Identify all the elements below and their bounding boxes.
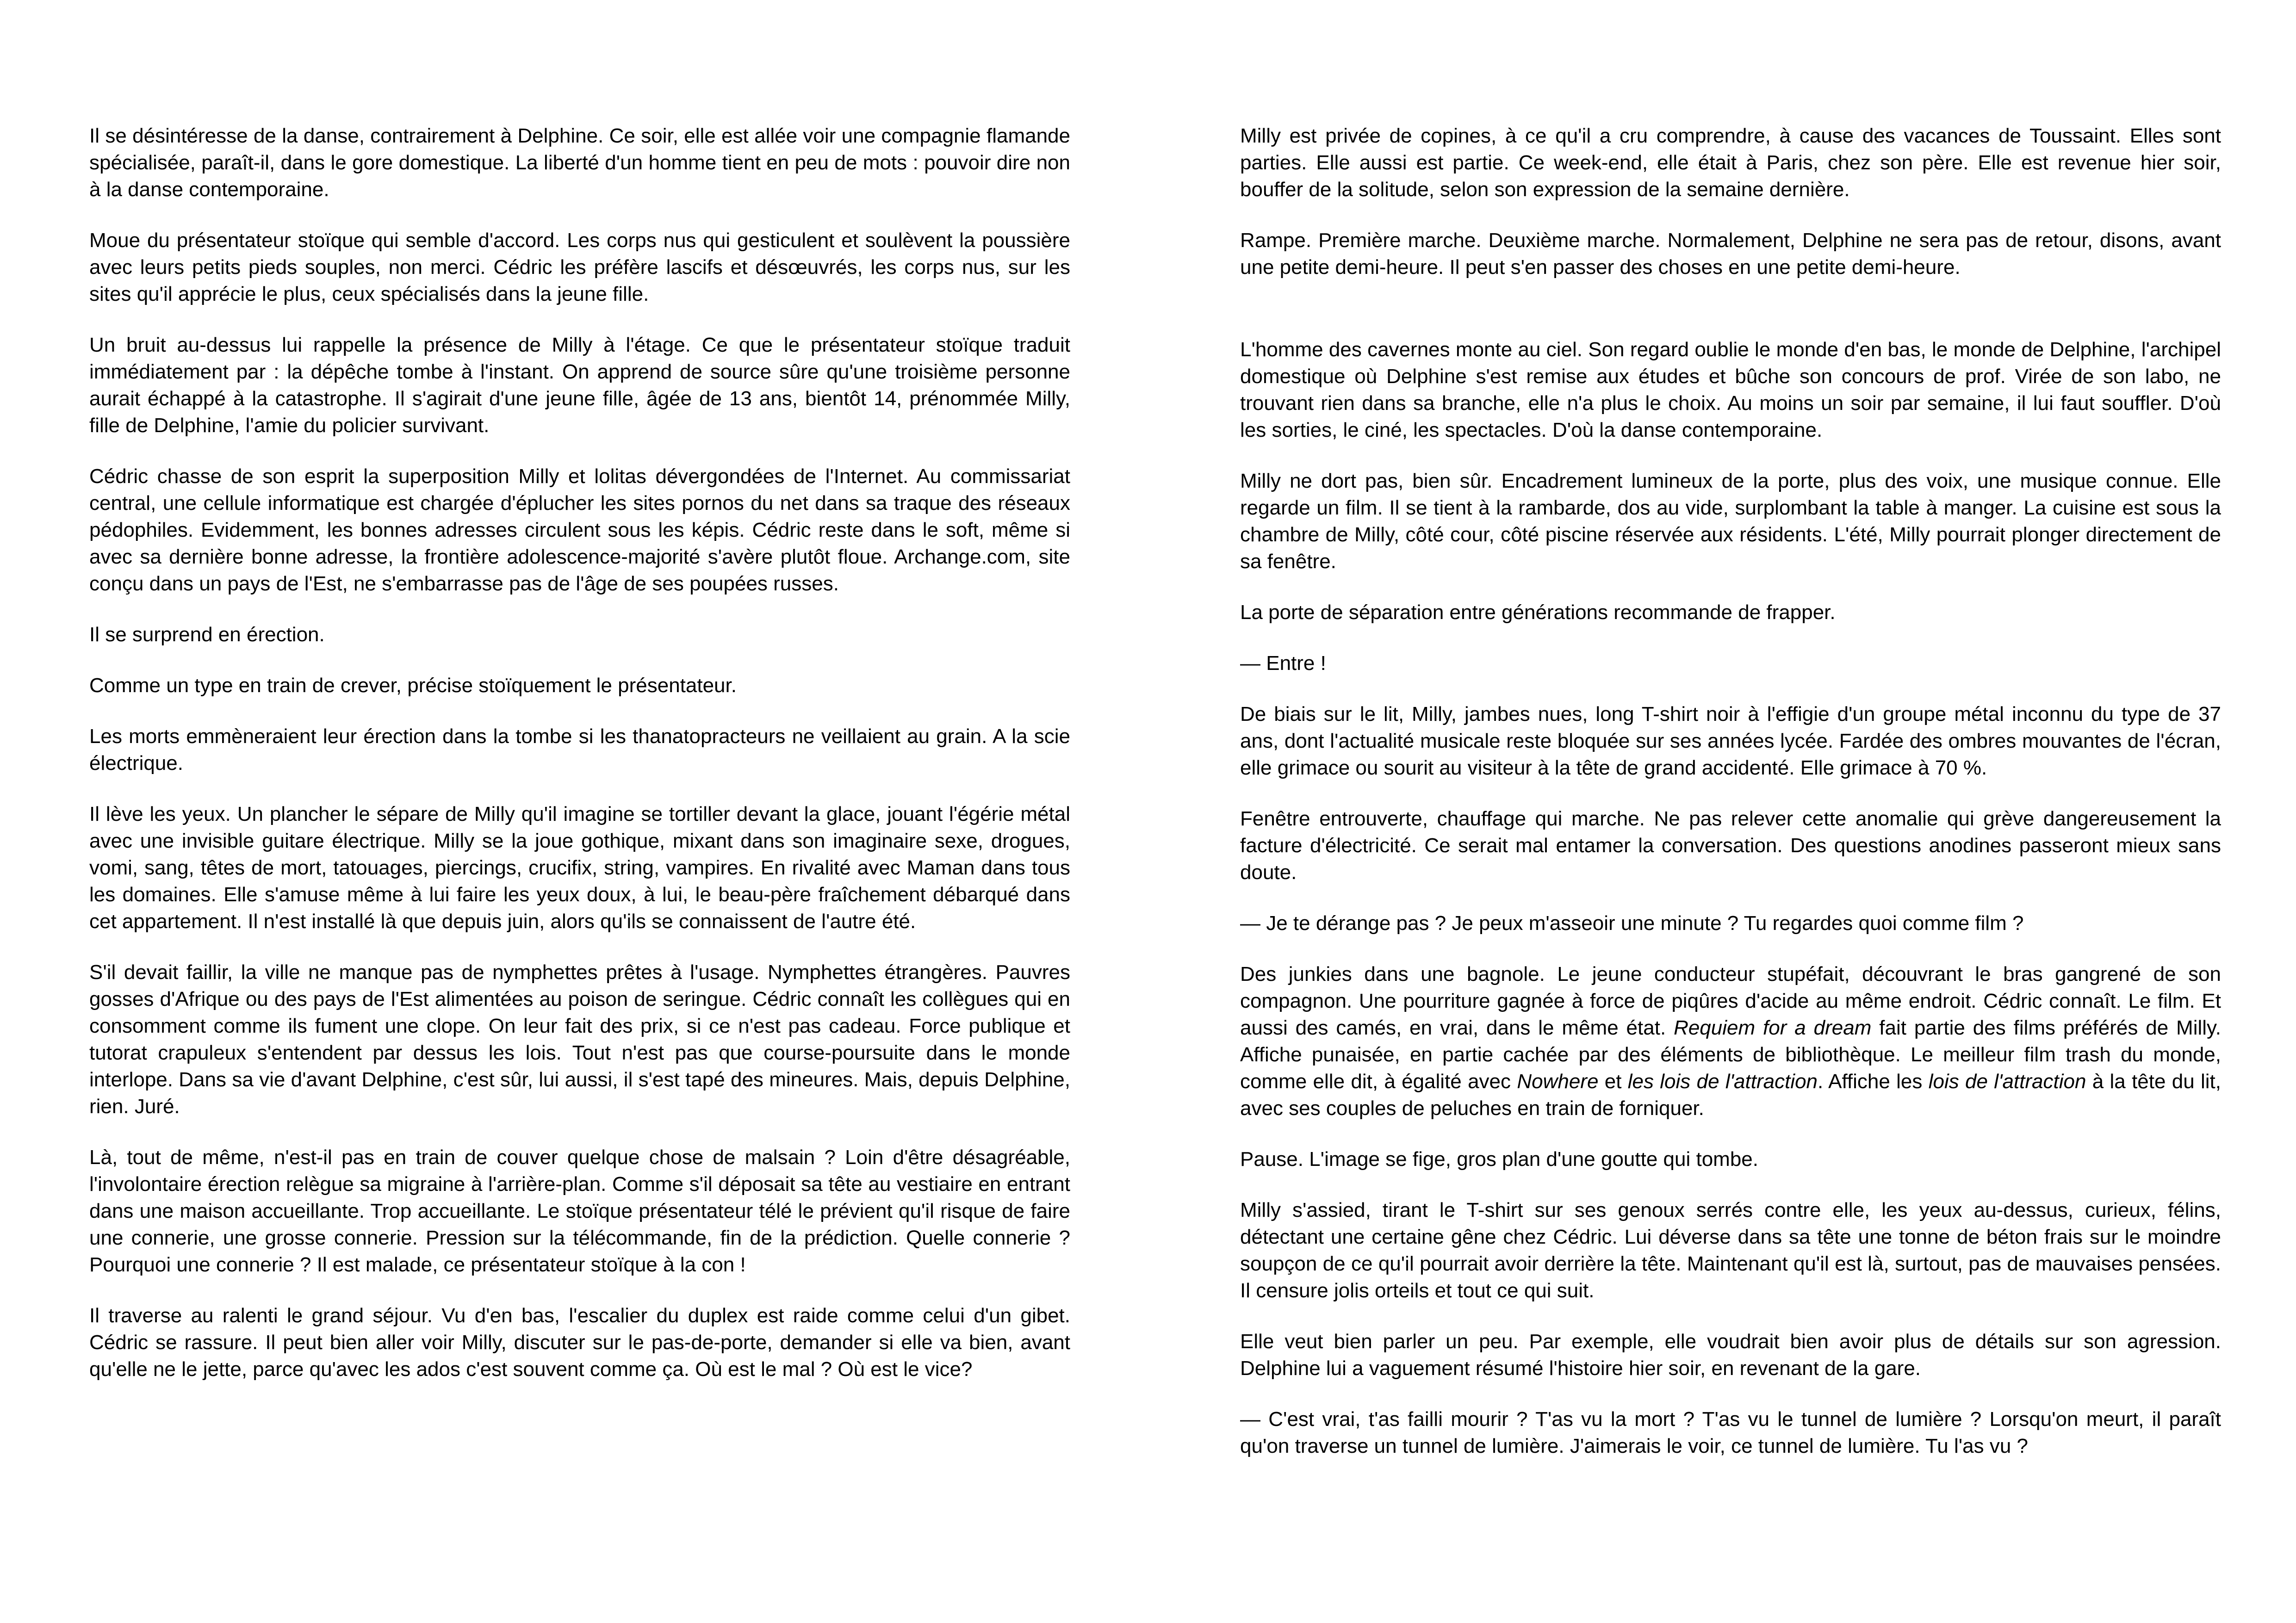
film-title: Requiem for a dream: [1674, 1016, 1872, 1039]
paragraph: Il traverse au ralenti le grand séjour. Vu d'en bas, l'escalier du duplex est raide comme celui d'un gibet. Cédric se rassure. Il peut bien aller voir Milly, discuter sur le pas-de-porte, demander si elle va bien, avant qu'elle ne le jette, parce qu'avec les ados c'est souvent comme ça. Où est le mal ? Où est le vice?: [89, 1304, 1070, 1381]
paragraph: Comme un type en train de crever, précise stoïquement le présentateur.: [89, 674, 737, 697]
paragraph: Les morts emmèneraient leur érection dans la tombe si les thanatopracteurs ne veillaient au grain. A la scie électrique.: [89, 725, 1070, 774]
text-run: fait partie des films préférés de Milly. Affiche punaisée, en partie cachée par des éléments de bibliothèque. Le meilleur film trash du monde, comme elle dit, à égalité avec: [1240, 1016, 2221, 1093]
paragraph: Milly est privée de copines, à ce qu'il a cru comprendre, à cause des vacances de Toussaint. Elles sont parties. Elle aussi est partie. Ce week-end, elle était à Paris, chez son père. Elle est revenue hier soir, bouffer de la solitude, selon son expression de la semaine dernière.: [1240, 124, 2221, 201]
paragraph: De biais sur le lit, Milly, jambes nues, long T-shirt noir à l'effigie d'un groupe métal inconnu du type de 37 ans, dont l'actualité musicale reste bloquée sur ses années lycée. Fardée des ombres mouvantes de l'écran, elle grimace ou sourit au visiteur à la tête de grand accidenté. Elle grimace à 70 %.: [1240, 703, 2221, 779]
text-run: . Affiche les: [1818, 1070, 1929, 1093]
text-run: et: [1598, 1070, 1628, 1093]
paragraph: Il se surprend en érection.: [89, 623, 325, 646]
paragraph: Milly s'assied, tirant le T-shirt sur ses genoux serrés contre elle, les yeux au-dessus, curieux, félins, détectant une certaine gêne chez Cédric. Lui déverse dans sa tête une tonne de béton frais sur le moindre soupçon de ce qu'il pourrait avoir derrière la tête. Maintenant qu'il est là, surtout, pas de mauvaises pensées. Il censure jolis orteils et tout ce qui suit.: [1240, 1199, 2221, 1302]
left-page: [89, 123, 1070, 1407]
paragraph: Il lève les yeux. Un plancher le sépare de Milly qu'il imagine se tortiller devant la glace, jouant l'égérie métal avec une invisible guitare électrique. Milly se la joue gothique, mixant dans son imaginaire sexe, drogues, vomi, sang, têtes de mort, tatouages, piercings, crucifix, string, vampires. En rivalité avec Maman dans tous les domaines. Elle s'amuse même à lui faire les yeux doux, à lui, le beau-père fraîchement débarqué dans cet appartement. Il n'est installé là que depuis juin, alors qu'ils se connaissent de l'autre été.: [89, 803, 1070, 933]
paragraph: Cédric chasse de son esprit la superposition Milly et lolitas dévergondées de l'Internet. Au commissariat central, une cellule informatique est chargée d'éplucher les sites pornos du net dans sa traque des réseaux pédophiles. Evidemment, les bonnes adresses circulent sous les képis. Cédric reste dans le soft, même si avec sa dernière bonne adresse, la frontière adolescence-majorité s'avère plutôt floue. Archange.com, site conçu dans un pays de l'Est, ne s'embarrasse pas de l'âge de ses poupées russes.: [89, 465, 1070, 595]
paragraph: Un bruit au-dessus lui rappelle la présence de Milly à l'étage. Ce que le présentateur stoïque traduit immédiatement par : la dépêche tombe à l'instant. On apprend de source sûre qu'une troisième personne aurait échappé à la catastrophe. Il s'agirait d'une jeune fille, âgée de 13 ans, bientôt 14, prénommée Milly, fille de Delphine, l'amie du policier survivant.: [89, 334, 1070, 437]
paragraph: Pause. L'image se fige, gros plan d'une goutte qui tombe.: [1240, 1148, 1758, 1171]
film-paragraph: [1240, 961, 2221, 1122]
paragraph: Il se désintéresse de la danse, contrairement à Delphine. Ce soir, elle est allée voir une compagnie flamande spécialisée, paraît-il, dans le gore domestique. La liberté d'un homme tient en peu de mots : pouvoir dire non à la danse contemporaine.: [89, 124, 1070, 201]
paragraph: Rampe. Première marche. Deuxième marche. Normalement, Delphine ne sera pas de retour, disons, avant une petite demi-heure. Il peut s'en passer des choses en une petite demi-heure.: [1240, 229, 2221, 279]
dialogue-line: — Entre !: [1240, 652, 1326, 675]
dialogue-line: — C'est vrai, t'as failli mourir ? T'as vu la mort ? T'as vu le tunnel de lumière ? Lorsqu'on meurt, il paraît qu'on traverse un tunnel de lumière. J'aimerais le voir, ce tunnel de lumière. Tu l'as vu ?: [1240, 1408, 2221, 1457]
text-run: Des junkies dans une bagnole. Le jeune conducteur stupéfait, découvrant le bras gangrené de son compagnon. Une pourriture gagnée à force de piqûres d'acide au même endroit. Cédric connaît. Le film. Et aussi des camés, en vrai, dans le même état.: [1240, 963, 2221, 1039]
right-page: [1240, 123, 2221, 1484]
film-title: les lois de l'attraction: [1627, 1070, 1818, 1093]
dialogue-line: — Je te dérange pas ? Je peux m'asseoir une minute ? Tu regardes quoi comme film ?: [1240, 912, 2024, 935]
film-title: lois de l'attraction: [1928, 1070, 2086, 1093]
paragraph: Elle veut bien parler un peu. Par exemple, elle voudrait bien avoir plus de détails sur son agression. Delphine lui a vaguement résumé l'histoire hier soir, en revenant de la gare.: [1240, 1330, 2221, 1380]
paragraph: Fenêtre entrouverte, chauffage qui marche. Ne pas relever cette anomalie qui grève dangereusement la facture d'électricité. Ce serait mal entamer la conversation. Des questions anodines passeront mieux sans doute.: [1240, 807, 2221, 884]
paragraph: L'homme des cavernes monte au ciel. Son regard oublie le monde d'en bas, le monde de Delphine, l'archipel domestique où Delphine s'est remise aux études et bûche son concours de prof. Virée de son labo, ne trouvant rien dans sa branche, elle n'a plus le choix. Au moins un soir par semaine, il lui faut souffler. D'où les sorties, le ciné, les spectacles. D'où la danse contemporaine.: [1240, 338, 2221, 441]
text-run: à la tête du lit, avec ses couples de peluches en train de forniquer.: [1240, 1070, 2222, 1120]
paragraph: Milly ne dort pas, bien sûr. Encadrement lumineux de la porte, plus des voix, une musique connue. Elle regarde un film. Il se tient à la rambarde, dos au vide, surplombant la table à manger. La cuisine est sous la chambre de Milly, côté cour, côté piscine réservée aux résidents. L'été, Milly pourrait plonger directement de sa fenêtre.: [1240, 470, 2221, 573]
paragraph: S'il devait faillir, la ville ne manque pas de nymphettes prêtes à l'usage. Nymphettes étrangères. Pauvres gosses d'Afrique ou des pays de l'Est alimentées au poison de seringue. Cédric connaît les collègues qui en consomment comme ils fument une clope. On leur fait des prix, si ce n'est pas cadeau. Force publique et tutorat crapuleux s'entendent par dessus les lois. Tout n'est pas que course-poursuite dans le monde interlope. Dans sa vie d'avant Delphine, c'est sûr, lui aussi, il s'est tapé des mineures. Mais, depuis Delphine, rien. Juré.: [89, 961, 1070, 1118]
paragraph: Moue du présentateur stoïque qui semble d'accord. Les corps nus qui gesticulent et soulèvent la poussière avec leurs petits pieds souples, non merci. Cédric les préfère lascifs et désœuvrés, les corps nus, sur les sites qu'il apprécie le plus, ceux spécialisés dans la jeune fille.: [89, 229, 1070, 305]
paragraph: La porte de séparation entre générations recommande de frapper.: [1240, 601, 1836, 624]
film-title: Nowhere: [1517, 1070, 1599, 1093]
paragraph: Là, tout de même, n'est-il pas en train de couver quelque chose de malsain ? Loin d'être désagréable, l'involontaire érection relègue sa migraine à l'arrière-plan. Comme s'il déposait sa tête au vestiaire en entrant dans une maison accueillante. Trop accueillante. Le stoïque présentateur télé le prévient qu'il risque de faire une connerie, une grosse connerie. Pression sur la télécommande, fin de la prédiction. Quelle connerie ? Pourquoi une connerie ? Il est malade, ce présentateur stoïque à la con !: [89, 1146, 1070, 1276]
